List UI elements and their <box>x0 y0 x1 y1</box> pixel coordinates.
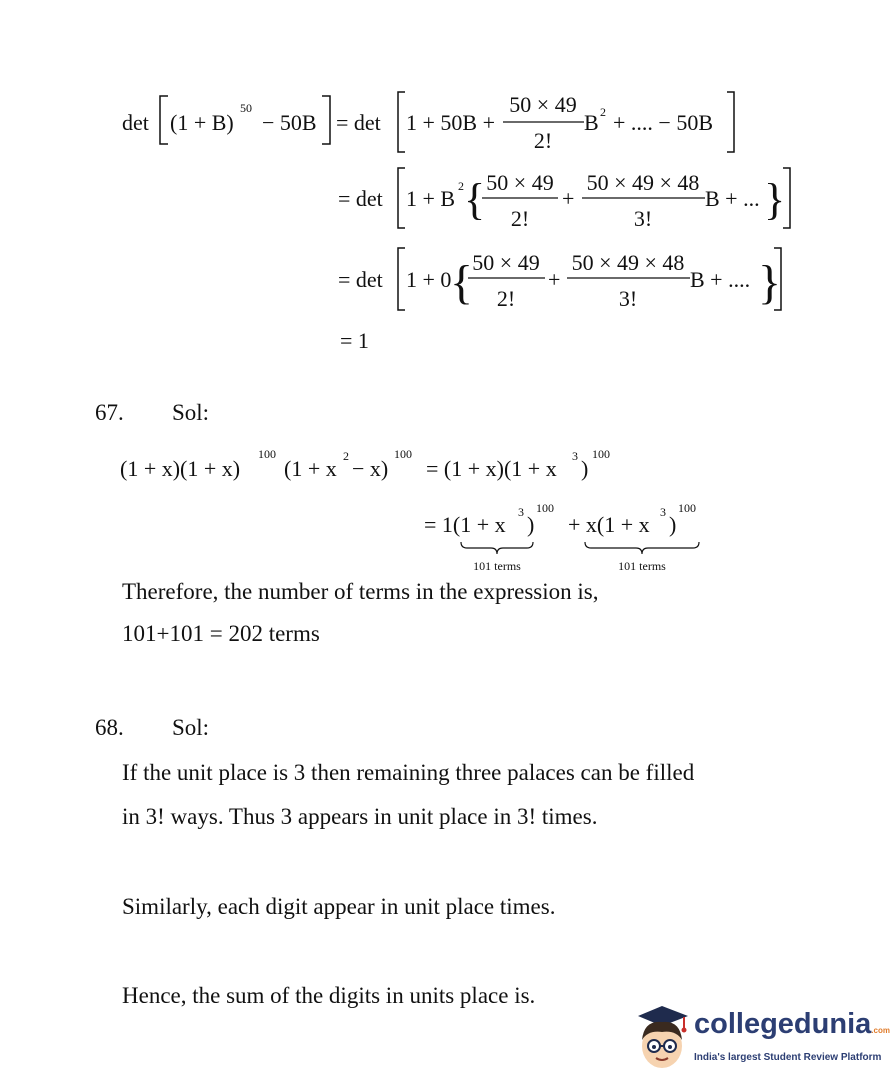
m1-rhs-b: ) <box>581 456 589 481</box>
m2-b: ) <box>527 512 535 537</box>
m2-c: + x(1 + x <box>568 512 650 537</box>
m1-sq: 2 <box>343 449 349 463</box>
l3-a: 1 + 0 <box>406 267 452 292</box>
l3-f1-num: 50 × 49 <box>472 250 540 275</box>
q68-para-3: Similarly, each digit appear in unit place times. <box>122 894 556 919</box>
l3-f1-den: 2! <box>496 286 516 311</box>
l2-tail: B + ... <box>705 186 760 211</box>
m2-a: = 1(1 + x <box>424 512 506 537</box>
q67-sol-label: Sol: <box>172 400 210 425</box>
m2-exp1: 100 <box>536 501 554 515</box>
l2-brace-close: } <box>764 175 786 224</box>
m2-exp2: 100 <box>678 501 696 515</box>
underbrace-1 <box>461 542 533 554</box>
l2-brace-open: { <box>464 175 486 224</box>
l1-rhs-c: + .... − 50B <box>613 110 713 135</box>
m2-d: ) <box>669 512 677 537</box>
mascot-icon <box>632 1004 694 1074</box>
collegedunia-logo <box>632 1004 890 1076</box>
m1-exp2: 100 <box>394 447 412 461</box>
l3-f2-num: 50 × 49 × 48 <box>571 250 685 275</box>
l3-f2-den: 3! <box>618 286 638 311</box>
m2-cube2: 3 <box>660 505 666 519</box>
l2-plus: + <box>562 186 575 211</box>
q67-expansion <box>0 440 863 580</box>
m1-exp1: 100 <box>258 447 276 461</box>
q68-para-1: If the unit place is 3 then remaining three palaces can be filled <box>122 760 695 785</box>
l1-lhs-bracket-right <box>322 96 330 144</box>
l2-f1-num: 50 × 49 <box>486 170 554 195</box>
m2-cube1: 3 <box>518 505 524 519</box>
l3-tail: B + .... <box>690 267 751 292</box>
brace1-label: 101 terms <box>473 559 521 573</box>
l1-frac-den: 2! <box>533 128 553 153</box>
brace2-label: 101 terms <box>618 559 666 573</box>
m1-lhs-a: (1 + x)(1 + x) <box>120 456 241 481</box>
l3-plus: + <box>548 267 561 292</box>
q67-text-1: Therefore, the number of terms in the expression is, <box>122 579 599 604</box>
l2-eq: = det <box>338 186 383 211</box>
l1-rhs-bracket-left <box>398 92 405 152</box>
l2-a: 1 + B <box>406 186 456 211</box>
det-derivation <box>0 0 863 370</box>
q67-number: 67. <box>95 400 124 425</box>
l2-f2-num: 50 × 49 × 48 <box>586 170 700 195</box>
l2-f1-den: 2! <box>510 206 530 231</box>
l4-result: = 1 <box>340 328 369 353</box>
l3-brace-open: { <box>450 256 474 309</box>
m1-rhs-a: = (1 + x)(1 + x <box>426 456 557 481</box>
l1-eq: = det <box>336 110 381 135</box>
l1-rhs-b-exp: 2 <box>600 105 606 119</box>
l1-rhs-b: B <box>584 110 599 135</box>
m1-exp3: 100 <box>592 447 610 461</box>
l3-eq: = det <box>338 267 383 292</box>
logo-suffix: .com <box>871 1026 890 1035</box>
l1-rhs-a: 1 + 50B + <box>406 110 495 135</box>
l1-lhs-exp: 50 <box>240 101 252 115</box>
q68-para-4: Hence, the sum of the digits in units place is. <box>122 983 536 1008</box>
l2-a-exp: 2 <box>458 179 464 193</box>
logo-tagline: India's largest Student Review Platform <box>694 1052 882 1063</box>
l1-lhs-bracket-left <box>160 96 168 144</box>
logo-name: collegedunia.com <box>694 1008 890 1040</box>
l1-frac-num: 50 × 49 <box>509 92 577 117</box>
m1-cube: 3 <box>572 449 578 463</box>
m1-lhs-c: − x) <box>352 456 389 481</box>
l1-lhs-tail: − 50B <box>262 110 317 135</box>
q68-para-2: in 3! ways. Thus 3 appears in unit place in 3! times. <box>122 804 598 829</box>
q67-text-2: 101+101 = 202 terms <box>122 621 320 646</box>
l2-bracket-left <box>398 168 405 228</box>
l2-f2-den: 3! <box>633 206 653 231</box>
l1-rhs-bracket-right <box>727 92 734 152</box>
l1-lhs-base: (1 + B) <box>170 110 234 135</box>
m1-lhs-b: (1 + x <box>284 456 337 481</box>
q68-sol-label: Sol: <box>172 715 210 740</box>
q68-number: 68. <box>95 715 124 740</box>
l1-lhs-det: det <box>122 110 149 135</box>
l3-brace-close: } <box>758 256 782 309</box>
underbrace-2 <box>585 542 699 554</box>
l3-bracket-left <box>398 248 405 310</box>
